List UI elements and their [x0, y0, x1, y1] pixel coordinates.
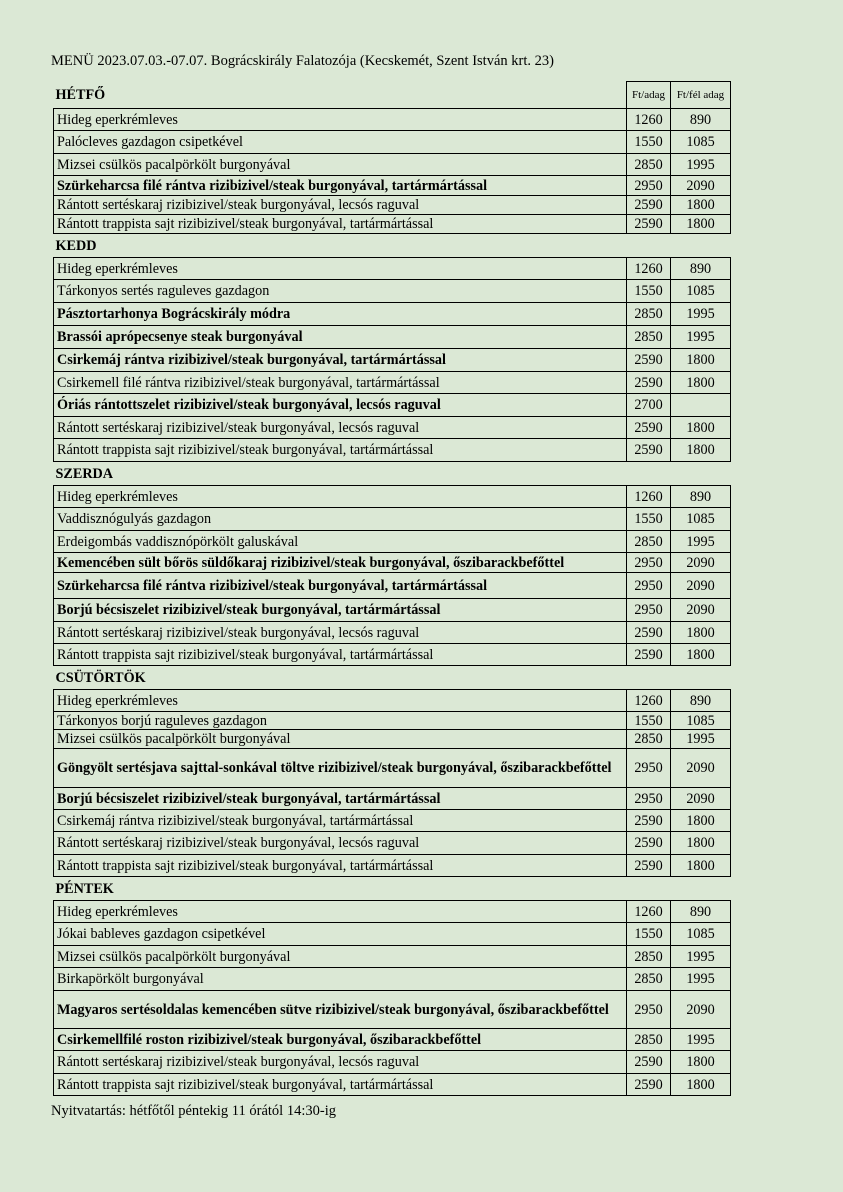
page-title: MENÜ 2023.07.03.-07.07. Bográcskirály Falatozója (Kecskemét, Szent István krt. 23) — [51, 53, 554, 69]
column-header-half-portion: Ft/fél adag — [671, 82, 731, 109]
menu-item-row — [54, 553, 731, 573]
dish-name: Hideg eperkrémleves — [54, 109, 627, 131]
price-full-portion: 2590 — [627, 855, 671, 877]
price-full-portion: 1260 — [627, 690, 671, 712]
dish-name: Jókai bableves gazdagon csipetkével — [54, 923, 627, 946]
price-full-portion: 2950 — [627, 749, 671, 788]
price-half-portion: 1800 — [671, 832, 731, 855]
price-full-portion: 2590 — [627, 215, 671, 234]
dish-name: Rántott sertéskaraj rizibizivel/steak burgonyával, lecsós raguval — [54, 1051, 627, 1074]
price-full-portion: 2950 — [627, 553, 671, 573]
menu-item-row — [54, 730, 731, 749]
menu-item-row — [54, 349, 731, 372]
price-full-portion: 2950 — [627, 176, 671, 196]
dish-name: Csirkemáj rántva rizibizivel/steak burgonyával, tartármártással — [54, 349, 627, 372]
column-header-full-portion: Ft/adag — [627, 82, 671, 109]
price-half-portion: 1995 — [671, 154, 731, 176]
dish-name: Borjú bécsiszelet rizibizivel/steak burgonyával, tartármártással — [54, 788, 627, 810]
dish-name: Erdeigombás vaddisznópörkölt galuskával — [54, 531, 627, 553]
price-half-portion: 1085 — [671, 508, 731, 531]
blank-cell — [671, 877, 731, 901]
menu-item-row — [54, 810, 731, 832]
dish-name: Csirkemellfilé roston rizibizivel/steak burgonyával, őszibarackbefőttel — [54, 1029, 627, 1051]
dish-name: Szürkeharcsa filé rántva rizibizivel/steak burgonyával, tartármártással — [54, 176, 627, 196]
blank-cell — [627, 877, 671, 901]
menu-item-row — [54, 439, 731, 462]
dish-name: Rántott trappista sajt rizibizivel/steak burgonyával, tartármártással — [54, 215, 627, 234]
menu-item-row — [54, 923, 731, 946]
day-name: KEDD — [55, 237, 97, 254]
dish-name: Pásztortarhonya Bográcskirály módra — [54, 303, 627, 326]
price-half-portion: 1800 — [671, 1051, 731, 1074]
menu-item-row — [54, 1074, 731, 1096]
menu-item-row — [54, 326, 731, 349]
price-full-portion: 2850 — [627, 154, 671, 176]
price-full-portion: 2850 — [627, 946, 671, 968]
dish-name: Rántott trappista sajt rizibizivel/steak burgonyával, tartármártással — [54, 855, 627, 877]
dish-name: Göngyölt sertésjava sajttal-sonkával töltve rizibizivel/steak burgonyával, őszibarackbefőttel — [54, 749, 627, 788]
day-header-row — [54, 234, 731, 258]
price-half-portion: 1800 — [671, 644, 731, 666]
menu-item-row — [54, 196, 731, 215]
price-half-portion: 2090 — [671, 599, 731, 622]
price-half-portion: 1800 — [671, 622, 731, 644]
price-full-portion: 2950 — [627, 573, 671, 599]
dish-name: Vaddisznógulyás gazdagon — [54, 508, 627, 531]
price-full-portion: 2950 — [627, 991, 671, 1029]
price-half-portion: 1085 — [671, 923, 731, 946]
price-half-portion: 1995 — [671, 946, 731, 968]
price-half-portion: 2090 — [671, 749, 731, 788]
dish-name: Magyaros sertésoldalas kemencében sütve rizibizivel/steak burgonyával, őszibarackbefőttel — [54, 991, 627, 1029]
menu-item-row — [54, 394, 731, 417]
dish-name: Rántott sertéskaraj rizibizivel/steak burgonyával, lecsós raguval — [54, 196, 627, 215]
price-half-portion: 1800 — [671, 349, 731, 372]
menu-item-row — [54, 531, 731, 553]
dish-name: Borjú bécsiszelet rizibizivel/steak burgonyával, tartármártással — [54, 599, 627, 622]
price-full-portion: 2590 — [627, 644, 671, 666]
menu-item-row — [54, 280, 731, 303]
dish-name: Mizsei csülkös pacalpörkölt burgonyával — [54, 946, 627, 968]
price-full-portion: 2850 — [627, 303, 671, 326]
menu-item-row — [54, 749, 731, 788]
opening-hours: Nyitvatartás: hétfőtől péntekig 11 órától 14:30-ig — [51, 1103, 336, 1119]
dish-name: Birkapörkölt burgonyával — [54, 968, 627, 991]
dish-name: Rántott sertéskaraj rizibizivel/steak burgonyával, lecsós raguval — [54, 417, 627, 439]
price-half-portion: 1800 — [671, 372, 731, 394]
price-half-portion: 1995 — [671, 730, 731, 749]
price-half-portion: 2090 — [671, 553, 731, 573]
price-full-portion: 2950 — [627, 788, 671, 810]
dish-name: Tárkonyos sertés raguleves gazdagon — [54, 280, 627, 303]
price-full-portion: 2850 — [627, 730, 671, 749]
price-half-portion: 1800 — [671, 417, 731, 439]
day-header-row — [54, 82, 731, 109]
price-half-portion — [671, 394, 731, 417]
price-half-portion: 890 — [671, 109, 731, 131]
price-full-portion: 2700 — [627, 394, 671, 417]
price-half-portion: 1800 — [671, 215, 731, 234]
menu-item-row — [54, 1051, 731, 1074]
price-full-portion: 2590 — [627, 417, 671, 439]
menu-item-row — [54, 176, 731, 196]
menu-item-row — [54, 690, 731, 712]
price-full-portion: 2590 — [627, 810, 671, 832]
blank-cell — [627, 234, 671, 258]
dish-name: Brassói aprópecsenye steak burgonyával — [54, 326, 627, 349]
menu-item-row — [54, 372, 731, 394]
menu-item-row — [54, 622, 731, 644]
price-half-portion: 2090 — [671, 991, 731, 1029]
price-half-portion: 1085 — [671, 712, 731, 730]
dish-name: Mizsei csülkös pacalpörkölt burgonyával — [54, 154, 627, 176]
menu-item-row — [54, 508, 731, 531]
day-header-row — [54, 462, 731, 486]
dish-name: Szürkeharcsa filé rántva rizibizivel/steak burgonyával, tartármártással — [54, 573, 627, 599]
dish-name: Csirkemáj rántva rizibizivel/steak burgonyával, tartármártással — [54, 810, 627, 832]
price-half-portion: 1800 — [671, 196, 731, 215]
price-full-portion: 1550 — [627, 923, 671, 946]
menu-item-row — [54, 486, 731, 508]
price-full-portion: 1260 — [627, 258, 671, 280]
price-half-portion: 890 — [671, 486, 731, 508]
price-half-portion: 890 — [671, 258, 731, 280]
dish-name: Csirkemell filé rántva rizibizivel/steak burgonyával, tartármártással — [54, 372, 627, 394]
day-name: PÉNTEK — [55, 880, 114, 897]
price-half-portion: 1800 — [671, 810, 731, 832]
menu-item-row — [54, 109, 731, 131]
price-full-portion: 2590 — [627, 349, 671, 372]
dish-name: Rántott trappista sajt rizibizivel/steak burgonyával, tartármártással — [54, 439, 627, 462]
dish-name: Rántott trappista sajt rizibizivel/steak burgonyával, tartármártással — [54, 644, 627, 666]
price-full-portion: 2590 — [627, 372, 671, 394]
price-full-portion: 1550 — [627, 131, 671, 154]
day-header-row — [54, 666, 731, 690]
price-full-portion: 1260 — [627, 109, 671, 131]
dish-name: Palócleves gazdagon csipetkével — [54, 131, 627, 154]
price-half-portion: 1995 — [671, 326, 731, 349]
price-half-portion: 1085 — [671, 280, 731, 303]
price-half-portion: 1995 — [671, 303, 731, 326]
price-full-portion: 2850 — [627, 1029, 671, 1051]
dish-name: Hideg eperkrémleves — [54, 258, 627, 280]
dish-name: Rántott sertéskaraj rizibizivel/steak burgonyával, lecsós raguval — [54, 622, 627, 644]
menu-item-row — [54, 901, 731, 923]
menu-item-row — [54, 258, 731, 280]
price-half-portion: 2090 — [671, 176, 731, 196]
price-full-portion: 2850 — [627, 968, 671, 991]
blank-cell — [627, 462, 671, 486]
blank-cell — [627, 666, 671, 690]
price-half-portion: 1995 — [671, 1029, 731, 1051]
price-full-portion: 2590 — [627, 439, 671, 462]
day-name: SZERDA — [55, 465, 114, 482]
day-name: CSÜTÖRTÖK — [55, 669, 146, 686]
price-half-portion: 1800 — [671, 855, 731, 877]
menu-item-row — [54, 154, 731, 176]
menu-item-row — [54, 215, 731, 234]
price-full-portion: 1260 — [627, 901, 671, 923]
dish-name: Rántott sertéskaraj rizibizivel/steak burgonyával, lecsós raguval — [54, 832, 627, 855]
price-half-portion: 1995 — [671, 531, 731, 553]
menu-item-row — [54, 946, 731, 968]
price-full-portion: 2950 — [627, 599, 671, 622]
price-full-portion: 2590 — [627, 196, 671, 215]
dish-name: Hideg eperkrémleves — [54, 690, 627, 712]
menu-item-row — [54, 573, 731, 599]
price-half-portion: 2090 — [671, 573, 731, 599]
dish-name: Mizsei csülkös pacalpörkölt burgonyával — [54, 730, 627, 749]
blank-cell — [671, 666, 731, 690]
price-full-portion: 1260 — [627, 486, 671, 508]
dish-name: Hideg eperkrémleves — [54, 901, 627, 923]
price-full-portion: 2590 — [627, 622, 671, 644]
price-half-portion: 1995 — [671, 968, 731, 991]
price-half-portion: 890 — [671, 901, 731, 923]
dish-name: Tárkonyos borjú raguleves gazdagon — [54, 712, 627, 730]
price-half-portion: 1800 — [671, 1074, 731, 1096]
price-full-portion: 2590 — [627, 1074, 671, 1096]
price-full-portion: 1550 — [627, 508, 671, 531]
dish-name: Kemencében sült bőrös süldőkaraj rizibizivel/steak burgonyával, őszibarackbefőttel — [54, 553, 627, 573]
price-full-portion: 2590 — [627, 1051, 671, 1074]
price-half-portion: 2090 — [671, 788, 731, 810]
menu-item-row — [54, 855, 731, 877]
menu-item-row — [54, 968, 731, 991]
blank-cell — [671, 234, 731, 258]
menu-item-row — [54, 991, 731, 1029]
menu-item-row — [54, 417, 731, 439]
dish-name: Hideg eperkrémleves — [54, 486, 627, 508]
menu-item-row — [54, 1029, 731, 1051]
dish-name: Óriás rántottszelet rizibizivel/steak burgonyával, lecsós raguval — [54, 394, 627, 417]
blank-cell — [671, 462, 731, 486]
price-full-portion: 1550 — [627, 712, 671, 730]
price-half-portion: 1800 — [671, 439, 731, 462]
menu-item-row — [54, 832, 731, 855]
dish-name: Rántott trappista sajt rizibizivel/steak burgonyával, tartármártással — [54, 1074, 627, 1096]
price-full-portion: 2850 — [627, 531, 671, 553]
price-full-portion: 2590 — [627, 832, 671, 855]
price-half-portion: 890 — [671, 690, 731, 712]
menu-item-row — [54, 788, 731, 810]
menu-item-row — [54, 599, 731, 622]
menu-item-row — [54, 712, 731, 730]
menu-item-row — [54, 131, 731, 154]
menu-item-row — [54, 303, 731, 326]
menu-item-row — [54, 644, 731, 666]
price-half-portion: 1085 — [671, 131, 731, 154]
price-full-portion: 1550 — [627, 280, 671, 303]
day-header-row — [54, 877, 731, 901]
price-full-portion: 2850 — [627, 326, 671, 349]
day-name: HÉTFŐ — [55, 86, 106, 103]
menu-table — [53, 81, 731, 1096]
